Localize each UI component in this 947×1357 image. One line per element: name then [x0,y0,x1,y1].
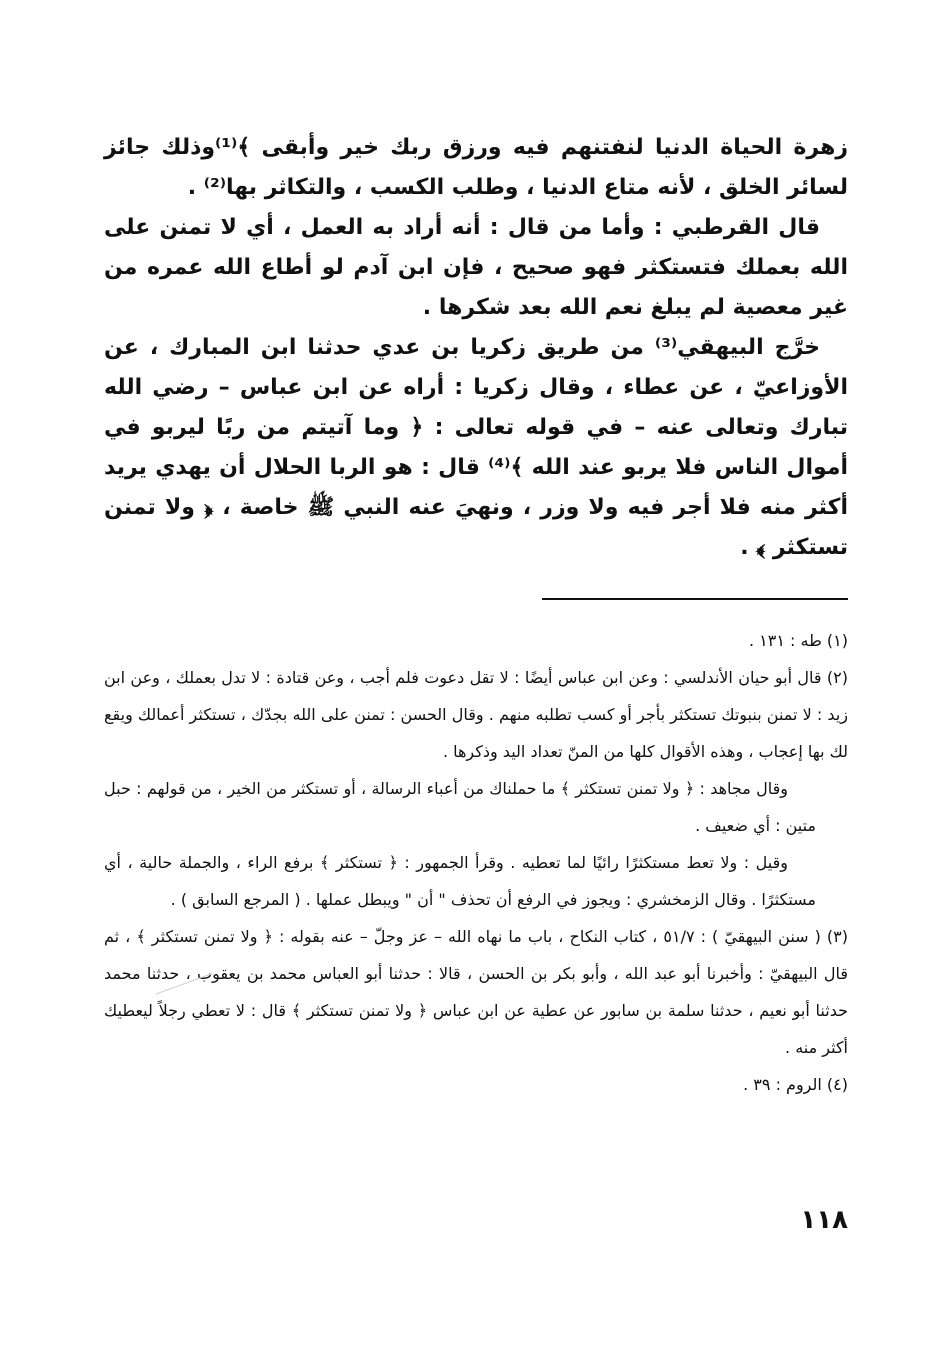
footnote-2-mujahid: وقال مجاهد : ﴿ ولا تمنن تستكثر ﴾ ما حملناك من أعباء الرسالة ، أو تستكثر من الخير ، من قولهم : حبل متين : أي ضعيف . [104,779,816,835]
footnote-1: (١) طه : ١٣١ . [749,631,848,650]
main-text [104,128,848,568]
paragraph-3: خرَّج البيهقي⁽³⁾ من طريق زكريا بن عدي حدثنا ابن المبارك ، عن الأوزاعيّ ، عن عطاء ، وقال زكريا : أراه عن ابن عباس – رضي الله تبارك وتعالى عنه – في قوله تعالى : ﴿ وما آتيتم من ربًا ليربو في أموال الناس فلا يربو عند الله ﴾⁽⁴⁾ قال : هو الربا الحلال أن يهدي يريد أكثر منه فلا أجر فيه ولا وزر ، ونهيَ عنه النبي ﷺ خاصة ، ﴿ ولا تمنن تستكثر ﴾ . [104,335,848,560]
paragraph-1: زهرة الحياة الدنيا لنفتنهم فيه ورزق ربك خير وأبقى ﴾⁽¹⁾وذلك جائز لسائر الخلق ، لأنه متاع الدنيا ، وطلب الكسب ، والتكاثر بها⁽²⁾ . [104,135,848,200]
footnote-2-qila: وقيل : ولا تعط مستكثرًا رائيًا لما تعطيه . وقرأ الجمهور : ﴿ تستكثر ﴾ برفع الراء ، والجملة حالية ، أي مستكثرًا . وقال الزمخشري : ويجوز في الرفع أن تحذف " أن " ويبطل عملها . ( المرجع السابق ) . [104,853,816,909]
footnote-4: (٤) الروم : ٣٩ . [743,1075,848,1094]
footnotes [104,622,848,1103]
paragraph-2: قال القرطبي : وأما من قال : أنه أراد به العمل ، أي لا تمنن على الله بعملك فتستكثر فهو صحيح ، فإن ابن آدم لو أطاع الله عمره من غير معصية لم يبلغ نعم الله بعد شكرها . [104,215,848,320]
footnote-2: (٢) قال أبو حيان الأندلسي : وعن ابن عباس أيضًا : لا تقل دعوت فلم أجب ، وعن قتادة : لا تدل بعملك ، وعن ابن زيد : لا تمنن بنبوتك تستكثر بأجر أو كسب تطلبه منهم . وقال الحسن : تمنن على الله بجدّك ، تستكثر أعمالك ويقع لك بها إعجاب ، وهذه الأقوال كلها من المنّ تعداد اليد وذكرها . [104,668,848,761]
footnote-divider [542,598,848,600]
page-number: ١١٨ [800,1205,848,1235]
footnote-3: (٣) ( سنن البيهقيّ ) : ٥١/٧ ، كتاب النكاح ، باب ما نهاه الله – عز وجلّ – عنه بقوله : ﴿ ولا تمنن تستكثر ﴾ ، ثم قال البيهقيّ : وأخبرنا أبو عبد الله ، وأبو بكر بن الحسن ، قالا : حدثنا أبو العباس محمد بن يعقوب ، حدثنا محمد حدثنا أبو نعيم ، حدثنا سلمة بن سابور عن عطية عن ابن عباس ﴿ ولا تمنن تستكثر ﴾ قال : لا تعطي رجلاً ليعطيك أكثر منه . [104,927,848,1057]
